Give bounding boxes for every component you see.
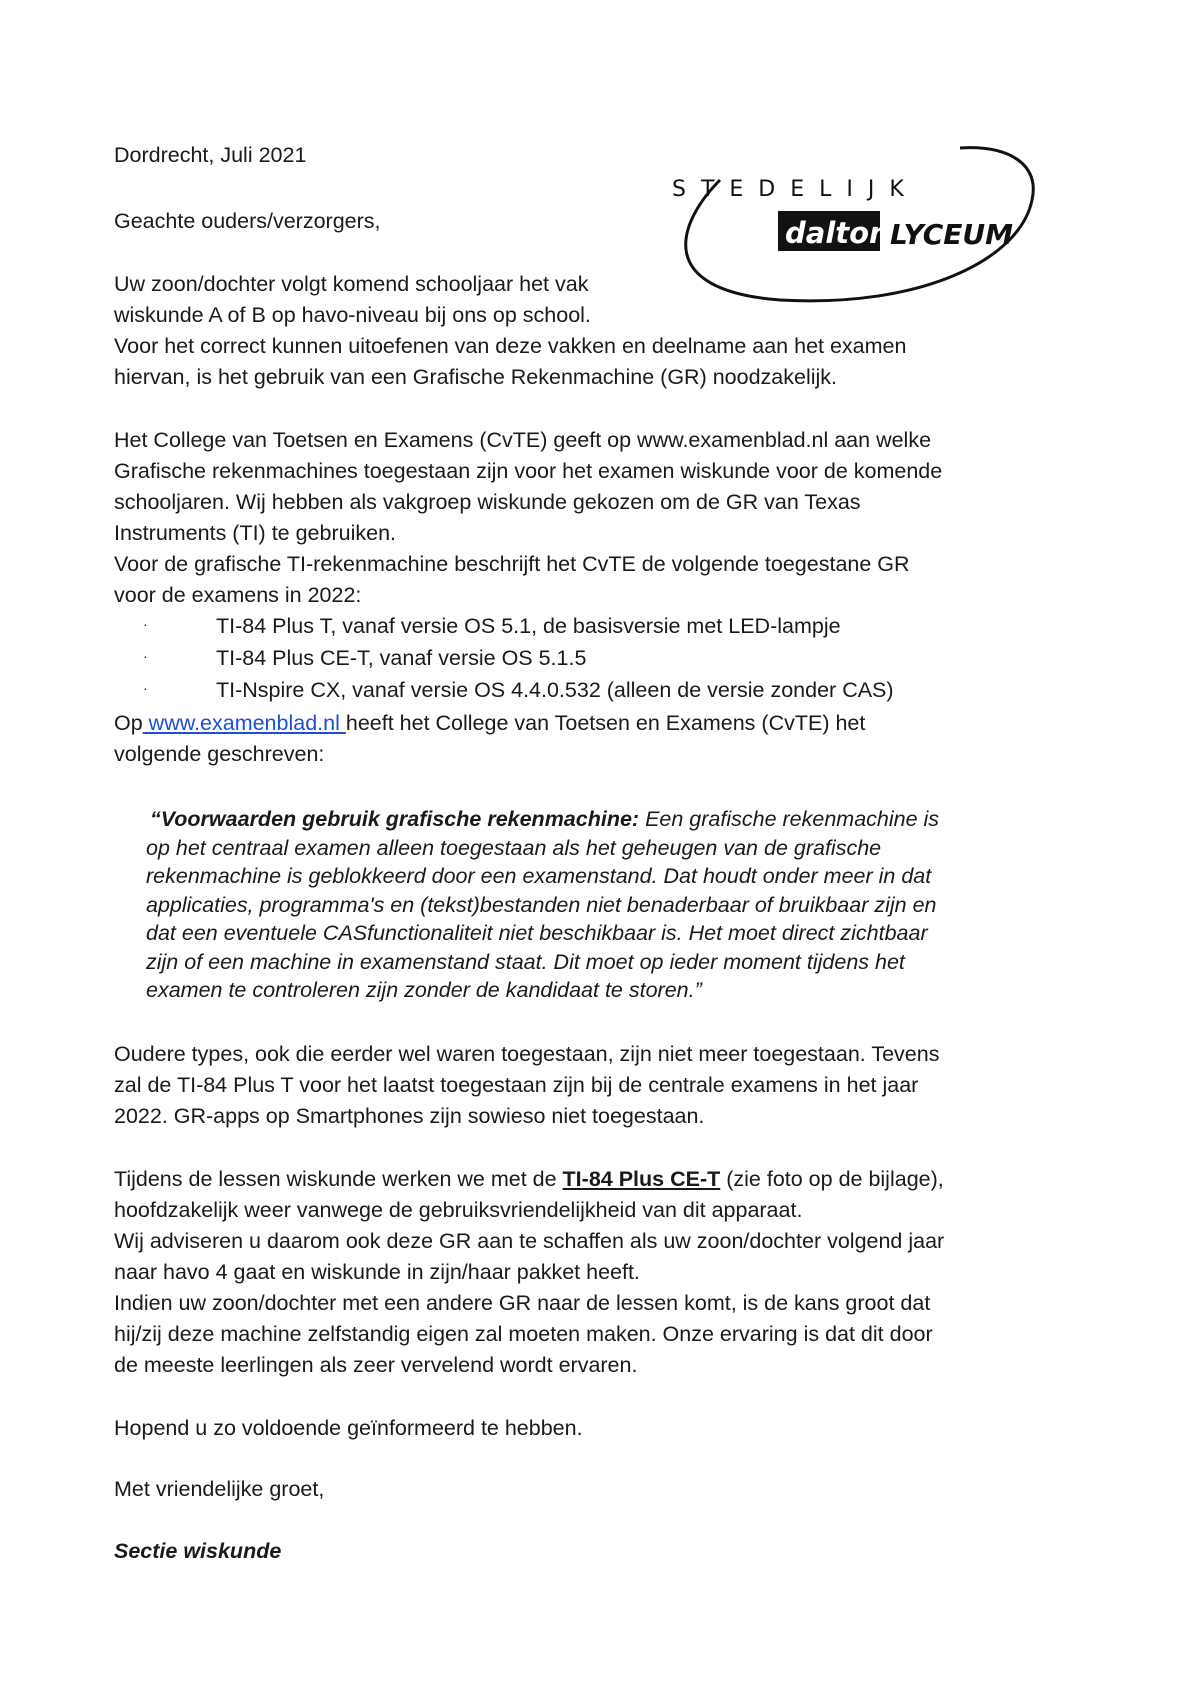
quote-line: rekenmachine is geblokkeerd door een examenstand. Dat houdt onder meer in dat: [146, 864, 932, 888]
p2-line: Voor de grafische TI-rekenmachine beschrijft het CvTE de volgende toegestane GR: [114, 552, 910, 576]
examenblad-link[interactable]: www.examenblad.nl: [142, 711, 346, 735]
logo-text-stedelijk: STEDELIJK: [672, 177, 919, 202]
p4-line: Oudere types, ook die eerder wel waren toegestaan, zijn niet meer toegestaan. Tevens: [114, 1042, 940, 1066]
p5-text-before: Tijdens de lessen wiskunde werken we met de: [114, 1167, 563, 1191]
salutation: Geachte ouders/verzorgers,: [114, 209, 381, 233]
bullet-marker: ·: [143, 616, 148, 632]
p3-text-before: Op: [114, 711, 143, 735]
calculator-list-item: TI-84 Plus CE-T, vanaf versie OS 5.1.5: [216, 646, 587, 670]
p3-line: volgende geschreven:: [114, 742, 325, 766]
quote-first-rest: Een grafische rekenmachine is: [639, 807, 940, 831]
p3-line: [114, 708, 865, 739]
p1-line: Voor het correct kunnen uitoefenen van deze vakken en deelname aan het examen: [114, 334, 907, 358]
p3-text-after: heeft het College van Toetsen en Examens (CvTE) het: [345, 711, 866, 735]
p2-line: Het College van Toetsen en Examens (CvTE) geeft op www.examenblad.nl aan welke: [114, 428, 932, 452]
bullet-marker: ·: [143, 648, 148, 664]
p1-line: hiervan, is het gebruik van een Grafische Rekenmachine (GR) noodzakelijk.: [114, 365, 838, 389]
p1-line: wiskunde A of B op havo-niveau bij ons op school.: [114, 303, 591, 327]
p5-first-line: [114, 1164, 944, 1195]
bullet-marker: ·: [143, 680, 148, 696]
quote-first-line: [150, 805, 939, 834]
p5-line: de meeste leerlingen als zeer vervelend wordt ervaren.: [114, 1353, 638, 1377]
p5-line: naar havo 4 gaat en wiskunde in zijn/haar pakket heeft.: [114, 1260, 640, 1284]
calculator-model: TI-84 Plus CE-T: [562, 1167, 721, 1191]
p5-line: Indien uw zoon/dochter met een andere GR naar de lessen komt, is de kans groot dat: [114, 1291, 931, 1315]
closing-line: Hopend u zo voldoende geïnformeerd te hebben.: [114, 1416, 583, 1440]
p5-text-after: (zie foto op de bijlage),: [720, 1167, 944, 1191]
p2-line: voor de examens in 2022:: [114, 583, 362, 607]
calculator-list-item: TI-84 Plus T, vanaf versie OS 5.1, de basisversie met LED-lampje: [216, 614, 841, 638]
date-line: Dordrecht, Juli 2021: [114, 143, 307, 167]
school-logo: [660, 140, 1060, 310]
quote-line: applicaties, programma's en (tekst)bestanden niet benaderbaar of bruikbaar zijn en: [146, 893, 937, 917]
signature: Sectie wiskunde: [114, 1539, 282, 1563]
p4-line: zal de TI-84 Plus T voor het laatst toegestaan zijn bij de centrale examens in het jaar: [114, 1073, 919, 1097]
quote-line: zijn of een machine in examenstand staat. Dit moet op ieder moment tijdens het: [146, 950, 905, 974]
calculator-list-item: TI-Nspire CX, vanaf versie OS 4.4.0.532 (alleen de versie zonder CAS): [216, 678, 894, 702]
p2-line: Instruments (TI) te gebruiken.: [114, 521, 396, 545]
closing-greeting: Met vriendelijke groet,: [114, 1477, 325, 1501]
logo-text-lyceum: LYCEUM: [890, 218, 1014, 251]
quote-line: examen te controleren zijn zonder de kandidaat te storen.”: [146, 978, 702, 1002]
quote-lead: “Voorwaarden gebruik grafische rekenmachine:: [150, 807, 640, 831]
p5-line: hoofdzakelijk weer vanwege de gebruiksvriendelijkheid van dit apparaat.: [114, 1198, 803, 1222]
p1-line: Uw zoon/dochter volgt komend schooljaar het vak: [114, 272, 589, 296]
quote-line: op het centraal examen alleen toegestaan als het geheugen van de grafische: [146, 836, 882, 860]
p5-line: hij/zij deze machine zelfstandig eigen zal moeten maken. Onze ervaring is dat dit door: [114, 1322, 933, 1346]
p4-line: 2022. GR-apps op Smartphones zijn sowieso niet toegestaan.: [114, 1104, 705, 1128]
p2-line: schooljaren. Wij hebben als vakgroep wiskunde gekozen om de GR van Texas: [114, 490, 861, 514]
quote-line: dat een eventuele CASfunctionaliteit niet beschikbaar is. Het moet direct zichtbaar: [146, 921, 928, 945]
p2-line: Grafische rekenmachines toegestaan zijn voor het examen wiskunde voor de komende: [114, 459, 943, 483]
p5-line: Wij adviseren u daarom ook deze GR aan te schaffen als uw zoon/dochter volgend jaar: [114, 1229, 945, 1253]
logo-text-dalton: dalton: [785, 216, 890, 250]
